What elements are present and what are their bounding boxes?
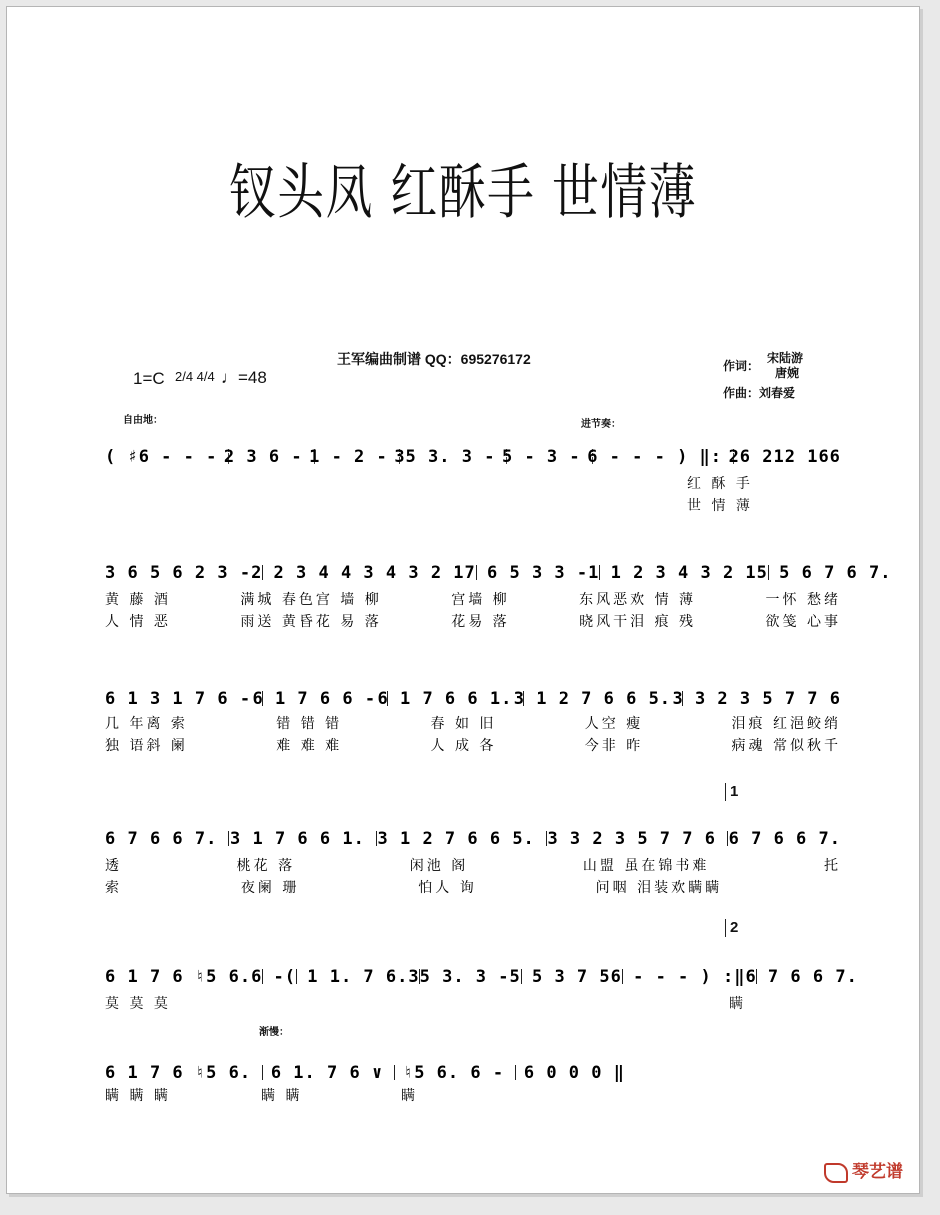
lyric-row bbox=[105, 855, 841, 875]
lyric: 夜阑 珊 bbox=[240, 880, 300, 896]
measure: 3 1 7 6 6 1. bbox=[230, 829, 365, 849]
measure: 6 7 6 6 7. bbox=[745, 967, 858, 987]
measure: 3 1 2 7 6 6 5. bbox=[513, 689, 672, 709]
measure: 6 - bbox=[251, 967, 285, 987]
lyric-row bbox=[105, 877, 841, 897]
measure: 6 - - - ) ‖: bbox=[587, 447, 723, 467]
brand-logo-icon bbox=[824, 1163, 848, 1183]
lyricist-label: 作词： bbox=[723, 359, 760, 373]
measure: 5 - 3 - bbox=[501, 447, 581, 467]
measure: 1 - 2 - bbox=[309, 447, 388, 467]
system-1-notation bbox=[105, 437, 841, 467]
lyric: 索 bbox=[105, 880, 122, 896]
measure: 3 6 5 6 2 3 - bbox=[105, 563, 252, 583]
measure: 7 6 5 3 3 - bbox=[464, 563, 589, 583]
measure: 5 5 6 7 6 7. bbox=[756, 563, 892, 583]
measure: 3 3 2 3 5 7 7 6 bbox=[547, 829, 716, 849]
system-6-notation bbox=[105, 1053, 625, 1083]
lyric: 难 难 难 bbox=[276, 738, 343, 754]
lyric: 独 语斜 阑 bbox=[105, 738, 188, 754]
lyric: 东风恶欢 情 薄 bbox=[579, 592, 697, 608]
lyric: 晓风干泪 痕 残 bbox=[579, 614, 697, 630]
arranger-credit: 王军编曲制谱 QQ：695276172 bbox=[337, 351, 531, 367]
measure: 6 0 0 0 ‖ bbox=[523, 1063, 625, 1083]
lyric: 花易 落 bbox=[451, 614, 510, 630]
measure: 6 7 6 6 7. bbox=[105, 829, 218, 849]
lyric-row bbox=[105, 611, 841, 631]
measure: 6 1. 7 6 ∨ bbox=[270, 1063, 384, 1083]
lyric: 今非 昨 bbox=[584, 738, 644, 754]
lyric: 几 年离 索 bbox=[105, 716, 188, 732]
lyric: 瞒 瞒 瞒 bbox=[105, 1088, 171, 1104]
measure: 5 5 3 7 5 bbox=[509, 967, 611, 987]
lyric-line: 瞒 bbox=[729, 996, 746, 1012]
measure: 6 1 7 6 ♮5 6. bbox=[105, 967, 252, 987]
brand-watermark bbox=[824, 1157, 903, 1183]
measure: 6 1 3 1 7 6 - bbox=[105, 689, 252, 709]
composer-credit: 作曲：刘春爱 bbox=[723, 386, 796, 400]
lyric-line: 红 酥 手 bbox=[687, 476, 753, 492]
measure: 6 1 7 6 6 1. bbox=[377, 689, 513, 709]
time-signature: 2/4 4/4 bbox=[175, 369, 215, 384]
lyricist-1: 宋陆游 bbox=[767, 351, 804, 365]
lyric-row bbox=[105, 713, 841, 733]
measure: 35 3. 3 - bbox=[394, 447, 496, 467]
lyric: 春 如 旧 bbox=[430, 716, 497, 732]
page-title: 钗头凤 红酥手 世情薄 bbox=[228, 158, 698, 228]
measure: ( ♯6 - - - bbox=[105, 447, 218, 467]
system-3-notation bbox=[105, 679, 841, 709]
lyric: 雨送 黄昏花 易 落 bbox=[240, 614, 382, 630]
volta-1: 1 bbox=[725, 783, 738, 801]
lyric: 透 bbox=[105, 858, 122, 874]
measure: 1 1 2 3 4 3 2 1 bbox=[588, 563, 757, 583]
lyric: 人空 瘦 bbox=[584, 716, 644, 732]
lyric-row bbox=[105, 589, 841, 609]
measure: 3 1 2 7 6 6 5. bbox=[377, 829, 535, 849]
measure: 6 1 7 6 ♮5 6. bbox=[105, 1063, 252, 1083]
lyric: 怕人 询 bbox=[418, 880, 477, 896]
volta-2: 2 bbox=[725, 919, 738, 937]
measure: 6 1 7 6 6 - bbox=[252, 689, 377, 709]
measure: ♮5 6. 6 - bbox=[402, 1063, 505, 1083]
cue-interlude: 进节奏： bbox=[581, 419, 621, 430]
key-signature: 1=C bbox=[133, 369, 165, 388]
lyric: 桃花 落 bbox=[236, 858, 296, 874]
lyricist-2: 唐婉 bbox=[775, 366, 800, 380]
measure: 35 3. 3 - bbox=[408, 967, 510, 987]
measure: ( 1 1. 7 6. bbox=[284, 967, 409, 987]
score-sheet bbox=[6, 6, 920, 1194]
measure: 6 - - - ) :‖ bbox=[610, 967, 746, 987]
lyric: 瞒 bbox=[401, 1088, 418, 1104]
system-2-notation bbox=[105, 553, 892, 583]
lyric: 错 错 错 bbox=[276, 716, 343, 732]
lyric: 闲池 阁 bbox=[409, 858, 469, 874]
cue-free: 自由地： bbox=[123, 415, 163, 426]
cue-slow: 渐慢： bbox=[259, 1027, 289, 1038]
measure: 2 3 6 - bbox=[223, 447, 303, 467]
measure: 2 2 3 4 4 3 4 3 2 1 bbox=[251, 563, 465, 583]
lyric: 托 bbox=[823, 858, 841, 874]
lyric: 黄 藤 酒 bbox=[105, 592, 171, 608]
lyric: 病魂 常似秋千 bbox=[731, 738, 841, 754]
lyric: 欲笺 心事 bbox=[765, 614, 841, 630]
lyric-line: 莫 莫 莫 bbox=[105, 996, 171, 1012]
lyric-row bbox=[105, 1085, 465, 1105]
lyric-row bbox=[105, 735, 841, 755]
lyric: 泪痕 红浥鲛绡 bbox=[731, 716, 841, 732]
measure: 6 7 6 6 7. bbox=[728, 829, 841, 849]
brand-name: 琴艺谱 bbox=[852, 1162, 903, 1182]
lyric: 一怀 愁绪 bbox=[765, 592, 841, 608]
system-5-notation bbox=[105, 957, 858, 987]
lyric: 宫墙 柳 bbox=[451, 592, 510, 608]
lyric: 满城 春色宫 墙 柳 bbox=[240, 592, 382, 608]
lyric: 问咽 泪装欢瞒瞒 bbox=[595, 880, 723, 896]
measure: 26 212 166 bbox=[728, 447, 841, 467]
tempo-mark: ♩=48 bbox=[221, 368, 267, 387]
lyric: 瞒 瞒 bbox=[261, 1088, 303, 1104]
lyric-line: 世 情 薄 bbox=[687, 498, 753, 514]
lyric: 人 成 各 bbox=[430, 738, 497, 754]
lyric: 山盟 虽在锦书难 bbox=[582, 858, 710, 874]
system-4-notation bbox=[105, 819, 841, 849]
measure: 3 3 2 3 5 7 7 6 bbox=[672, 689, 841, 709]
lyric: 人 情 恶 bbox=[105, 614, 171, 630]
